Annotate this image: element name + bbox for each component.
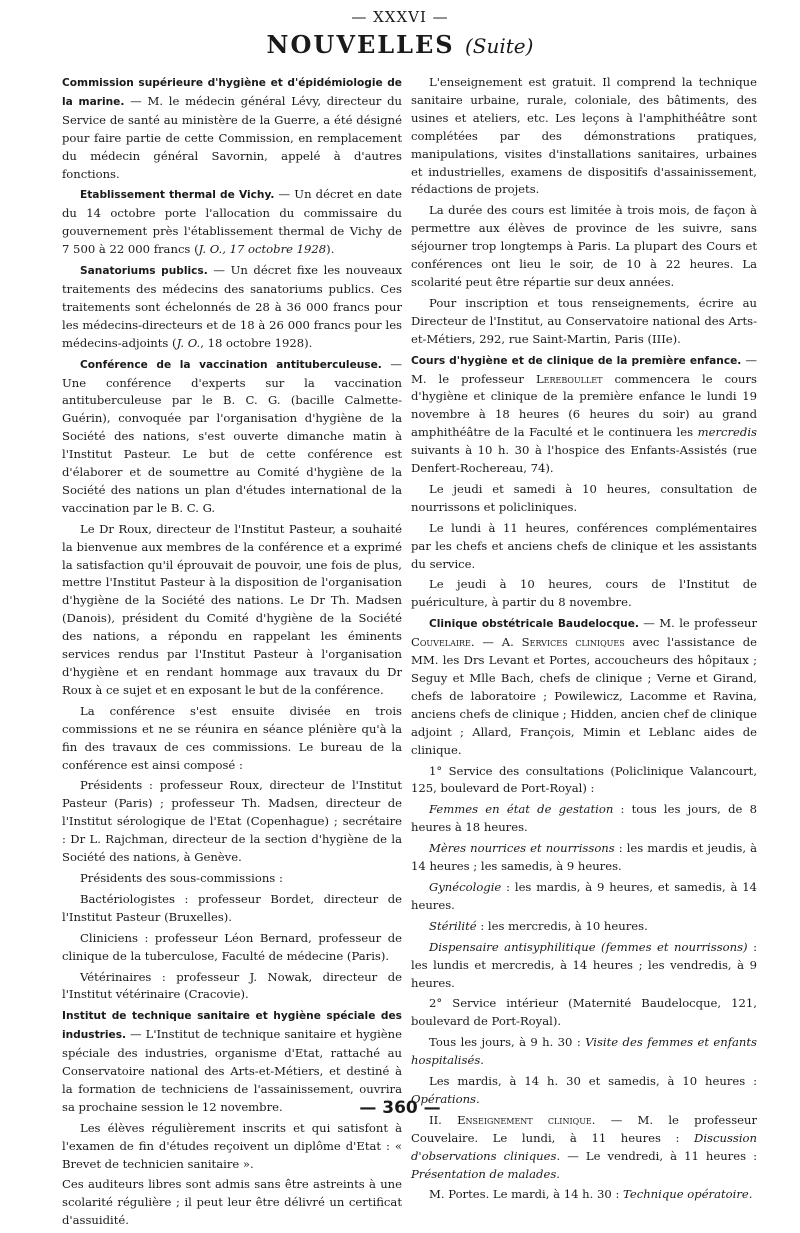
- schedule-text: . — M. le professeur Couvelaire. Le lundi, à 11 heures :: [411, 1112, 758, 1145]
- schedule-lead: Présentation de malades: [411, 1166, 557, 1181]
- schedule-item: [411, 1186, 757, 1204]
- article-heading: Etablissement thermal de Vichy.: [80, 189, 275, 202]
- article-reference: J. O.: [176, 335, 201, 350]
- article-heading: Sanatoriums publics.: [80, 265, 208, 278]
- schedule-text: . — Le vendredi, à 11 heures :: [556, 1148, 758, 1163]
- article-body: suivants à 10 h. 30 à l'hospice des Enfants-Assistés (rue Denfert-Rochereau, 74).: [411, 443, 757, 476]
- article-body-end: ).: [326, 242, 335, 257]
- paragraph: Présidents : professeur Roux, directeur de l'Institut Pasteur (Paris) ; professeur Th. Madsen, directeur de l'Institut sérologique de l'Etat (Copenhague) ; secrétaire : Dr L. Rajchman, directeur de la section d'hygiène de la Société des nations, à Genève.: [62, 778, 402, 865]
- article-sanatoriums: [62, 262, 402, 353]
- article-vaccination: [62, 356, 402, 518]
- title-suite: (Suite): [464, 34, 534, 58]
- schedule-text: II.: [429, 1112, 458, 1127]
- section-label: Services cliniques: [521, 635, 625, 650]
- article-heading: Clinique obstétricale Baudelocque.: [429, 618, 639, 631]
- schedule-lead: Gynécologie: [429, 879, 502, 894]
- paragraph: Vétérinaires : professeur J. Nowak, directeur de l'Institut vétérinaire (Cracovie).: [62, 969, 402, 1002]
- article-baudelocque: [411, 615, 757, 759]
- paragraph: Le jeudi à 10 heures, cours de l'Institut de puériculture, à partir du 8 novembre.: [411, 577, 757, 610]
- article-reference: J. O., 17 octobre 1928: [198, 242, 327, 257]
- article-heading: Institut de technique sanitaire et hygiène spéciale des industries.: [62, 1010, 402, 1042]
- schedule-text: : les mercredis, à 10 heures.: [476, 918, 648, 933]
- article-heading: Conférence de la vaccination antituberculeuse.: [80, 358, 382, 371]
- paragraph: Le Dr Roux, directeur de l'Institut Pasteur, a souhaité la bienvenue aux membres de la conférence et a exprimé la satisfaction qu'il éprouvait de pouvoir, une fois de plus, mettre l'Institut Pasteur à la disposition de l'organisation d'hygiène de la Société des nations. Le Dr Th. Madsen (Danois), président du Comité d'hygiène de la Société des nations, a répondu en rappelant les éminents services rendus par l'Institut Pasteur à l'organisation d'hygiène et en rendant hommage aux travaux du Dr Roux à ce sujet et en exposant le but de la conférence.: [62, 521, 402, 697]
- paragraph: 2° Service intérieur (Maternité Baudelocque, 121, boulevard de Port-Royal).: [411, 996, 757, 1029]
- paragraph: Le jeudi et samedi à 10 heures, consultation de nourrissons et policliniques.: [411, 481, 757, 514]
- article-body: — M. le professeur: [638, 616, 757, 631]
- article-emphasis: mercredis: [697, 425, 757, 440]
- paragraph: Cliniciens : professeur Léon Bernard, professeur de clinique de la tuberculose, Faculté de médecine (Paris).: [62, 930, 402, 963]
- page-title: [0, 30, 800, 59]
- schedule-item: [411, 1034, 757, 1070]
- schedule-text: .: [556, 1166, 560, 1181]
- article-body: — M. le médecin général Lévy, directeur du Service de santé au ministère de la Guerre, a été désigné pour faire partie de cette Commission, en remplacement du médecin général Savornin, appelé à d'autres fonctions.: [62, 93, 402, 181]
- schedule-text: : les lundis et mercredis, à 14 heures ; les vendredis, à 9 heures.: [411, 939, 758, 990]
- paragraph: Présidents des sous-commissions :: [80, 870, 283, 885]
- schedule-lead: Dispensaire antisyphilitique (femmes et nourrissons): [429, 939, 748, 954]
- schedule-item: [411, 939, 757, 993]
- schedule-lead: Opérations.: [411, 1091, 480, 1106]
- schedule-text: : tous les jours, de 8 heures à 18 heures.: [411, 802, 757, 835]
- professor-name: Couvelaire: [411, 635, 471, 650]
- article-body: . — A.: [470, 635, 522, 650]
- paragraph: La durée des cours est limitée à trois mois, de façon à permettre aux élèves de province de les suivre, sans séjourner trop longtemps à Paris. La plupart des Cours et conférences ont lieu le soir, de 10 à 22 heures. La scolarité peut être répartie sur deux années.: [411, 203, 757, 289]
- article-body: — Une conférence d'experts sur la vaccination antituberculeuse par le B. C. G. (bacille Calmette-Guérin), convoquée par l'organisation d'hygiène de la Société des nations, s'est ouverte dimanche matin à l'Institut Pasteur. Le but de cette conférence est d'élaborer et de soumettre au Comité d'hygiène de la Société des nations un plan d'études international de la vaccination par le B. C. G.: [62, 356, 402, 515]
- paragraph: Les élèves régulièrement inscrits et qui satisfont à l'examen de fin d'études reçoivent un diplôme d'Etat : « Brevet de technicien sanitaire ».: [62, 1120, 402, 1171]
- article-body-end: , 18 octobre 1928).: [200, 335, 313, 350]
- schedule-item: [411, 801, 757, 837]
- paragraph: Bactériologistes : professeur Bordet, directeur de l'Institut Pasteur (Bruxelles).: [62, 891, 402, 924]
- article-vichy: [62, 186, 402, 259]
- schedule-text: Les mardis, à 14 h. 30 et samedis, à 10 heures :: [429, 1074, 757, 1089]
- paragraph: 1° Service des consultations (Policlinique Valancourt, 125, boulevard de Port-Royal) :: [411, 763, 757, 796]
- schedule-item: [411, 1112, 757, 1184]
- page-number: — 360 —: [359, 1098, 441, 1118]
- schedule-lead: Visite des femmes et enfants hospitalisés.: [411, 1035, 757, 1068]
- paragraph: La conférence s'est ensuite divisée en trois commissions et ne se réunira en séance plénière qu'à la fin des travaux de ces commissions. Le bureau de la conférence est ainsi composé :: [62, 703, 402, 772]
- article-body: — Un décret fixe les nouveaux traitements des médecins des sanatoriums publics. Ces traitements sont échelonnés de 28 à 36 000 francs pour les médecins-directeurs et de 18 à 26 000 francs pour les médecins-adjoints (: [62, 263, 402, 350]
- schedule-item: [411, 918, 757, 936]
- schedule-text: Tous les jours, à 9 h. 30 :: [429, 1035, 586, 1050]
- schedule-lead: Femmes en état de gestation: [429, 802, 614, 817]
- article-body: commencera le cours d'hygiène et clinique de la première enfance le lundi 19 novembre à 18 heures (6 heures du soir) au grand amphithéâtre de la Faculté et le continuera les: [411, 371, 757, 440]
- left-column: [62, 74, 402, 1233]
- article-body: — L'Institut de technique sanitaire et hygiène spéciale des industries, organisme d'Etat, rattaché au Conservatoire national des Arts-et-Métiers, et destiné à la formation de techniciens de l'assainissement, ouvrira sa prochaine session le 12 novembre.: [62, 1027, 402, 1114]
- title-main: NOUVELLES: [266, 30, 455, 59]
- schedule-lead: Stérilité: [429, 918, 477, 933]
- schedule-lead: Technique opératoire.: [623, 1187, 753, 1202]
- schedule-item: [411, 840, 757, 876]
- paragraph: Le lundi à 11 heures, conférences complémentaires par les chefs et anciens chefs de clinique et les assistants du service.: [411, 520, 757, 571]
- schedule-text: M. Portes. Le mardi, à 14 h. 30 :: [429, 1187, 624, 1202]
- article-body: — M. le professeur: [411, 352, 757, 386]
- paragraph: Pour inscription et tous renseignements, écrire au Directeur de l'Institut, au Conservatoire national des Arts-et-Métiers, 292, rue Saint-Martin, Paris (IIIe).: [411, 295, 757, 346]
- right-column: [411, 74, 757, 1207]
- paragraph: Ces auditeurs libres sont admis sans être astreints à une scolarité régulière ; il peut leur être délivré un certificat d'assuidité.: [62, 1177, 402, 1228]
- article-commission-marine: [62, 74, 402, 183]
- article-heading: Commission supérieure d'hygiène et d'épidémiologie de la marine.: [62, 77, 402, 108]
- paragraph: L'enseignement est gratuit. Il comprend la technique sanitaire urbaine, rurale, coloniale, des bâtiments, des usines et ateliers, etc. Les leçons à l'amphithéâtre sont complétées par des démonstrations pratiques, manipulations, visites d'installations sanitaires, urbaines et industrielles, examens de dispositifs d'assainissement, rédactions de projets.: [411, 75, 757, 197]
- article-body: avec l'assistance de MM. les Drs Levant et Portes, accoucheurs des hôpitaux ; Seguy et Mlle Bach, chefs de clinique ; Verne et Girand, chefs de laboratoire ; Powilewicz, Lacomme et Ravina, anciens chefs de clinique ; Hidden, ancien chef de clinique adjoint ; Allard, François, Mimin et Leblanc aides de clinique.: [411, 635, 757, 757]
- article-body: — Un décret en date du 14 octobre porte l'allocation du commissaire du gouvernement près l'établissement thermal de Vichy de 7 500 à 22 000 francs (: [62, 187, 402, 257]
- schedule-text: : les mardis et jeudis, à 14 heures ; les samedis, à 9 heures.: [411, 841, 757, 874]
- page-header: — XXXVI —: [351, 8, 449, 26]
- schedule-item: [411, 879, 757, 915]
- schedule-lead: Mères nourrices et nourrissons: [429, 841, 615, 856]
- section-label: Enseignement clinique: [457, 1112, 592, 1127]
- schedule-lead: Discussion d'observations cliniques: [411, 1130, 757, 1163]
- article-heading: Cours d'hygiène et de clinique de la première enfance.: [411, 354, 742, 367]
- schedule-text: : les mardis, à 9 heures, et samedis, à 14 heures.: [411, 879, 757, 912]
- article-premiere-enfance: [411, 352, 757, 478]
- professor-name: Lereboullet: [535, 371, 603, 386]
